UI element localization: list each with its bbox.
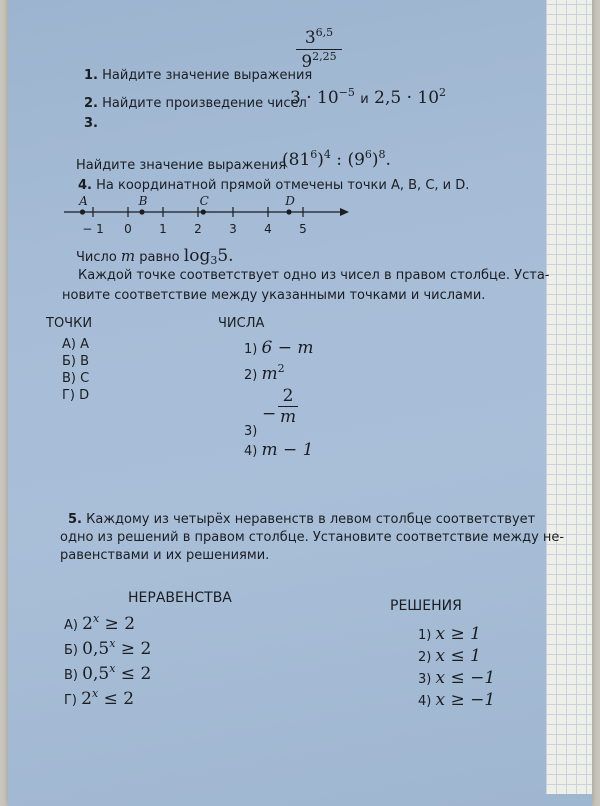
task3-text: Найдите значение выражения: [76, 158, 287, 173]
task4-m-line: [76, 246, 234, 267]
number-option-2-index: 2): [244, 368, 258, 383]
task3-expr-b-exp: 6: [364, 148, 372, 161]
task4-text: На координатной прямой отмечены точки A, B, C, и D.: [96, 178, 470, 193]
m-text-mid: равно: [139, 250, 180, 265]
task3-expression: [282, 148, 391, 170]
task1-fraction: [296, 26, 342, 72]
m-expression: [184, 246, 234, 266]
coordinate-line: [62, 194, 352, 238]
point-label-a: A: [79, 194, 88, 208]
point-option-d: Г) D: [62, 388, 90, 403]
m-log: log: [183, 246, 211, 266]
inequality-d-exp: x: [91, 687, 99, 700]
task5-text-2: одно из решений в правом столбце. Установите соответствие между не-: [60, 530, 565, 545]
task2-expression: [290, 86, 446, 108]
point-marker-d: [286, 209, 291, 214]
m-log-arg: 5.: [217, 246, 234, 266]
axis-tick-label: 1: [159, 222, 167, 236]
task3-dot: .: [385, 150, 391, 170]
number-option-2-expr: m: [261, 364, 278, 384]
inequality-b-rel: ≥ 2: [115, 639, 152, 659]
task2-line: [84, 96, 307, 112]
m-variable: m: [120, 247, 136, 265]
axis-tick-label: 5: [299, 222, 307, 236]
inequality-b: [64, 637, 151, 659]
inequality-b-exp: x: [109, 637, 116, 650]
task4-number: 4.: [78, 178, 92, 193]
inequality-a-rel: ≥ 2: [99, 614, 136, 634]
axis-tick-label: 3: [229, 222, 237, 236]
inequality-b-index: Б): [64, 643, 78, 658]
number-option-4-index: 4): [244, 444, 258, 459]
task1-numerator: 3: [304, 28, 316, 48]
inequality-c: [64, 662, 151, 684]
number-option-4-expr: m − 1: [261, 440, 314, 460]
task2-text: Найдите произведение чисел: [102, 96, 307, 111]
number-option-3-fraction: [278, 386, 298, 427]
task3-expr-b: (9: [347, 150, 365, 170]
number-option-3-index: 3): [244, 424, 258, 439]
task2-b-exp: 2: [439, 86, 447, 99]
points-column-header: ТОЧКИ: [46, 316, 93, 331]
point-option-c: В) C: [62, 371, 90, 386]
task5-line-1: [68, 512, 535, 528]
task4-line: [78, 178, 469, 194]
task5-number: 5.: [68, 512, 82, 527]
grid-paper-background: [546, 0, 592, 794]
solution-2-index: 2): [418, 650, 432, 665]
solution-4-index: 4): [418, 694, 432, 709]
inequality-c-rel: ≤ 2: [115, 664, 152, 684]
task2-a-base: 3 · 10: [290, 88, 339, 108]
number-option-1: [244, 338, 313, 358]
solution-1-expr: x ≥ 1: [435, 624, 481, 644]
inequality-c-index: В): [64, 668, 78, 683]
task3-number-line: [84, 116, 98, 132]
inequality-d-rel: ≤ 2: [98, 689, 135, 709]
point-label-b: B: [138, 194, 148, 208]
task3-expr-a: (81: [282, 150, 311, 170]
task1-text: Найдите значение выражения: [102, 68, 313, 83]
inequalities-column-header: НЕРАВЕНСТВА: [128, 590, 232, 606]
axis-tick-label: − 1: [82, 222, 104, 236]
task1-number: 1.: [84, 68, 98, 83]
task2-and: и: [360, 92, 369, 107]
number-option-3-minus: −: [262, 404, 277, 424]
point-marker-b: [139, 209, 144, 214]
task1-numerator-exp: 6,5: [315, 26, 334, 39]
inequality-a: [64, 612, 135, 634]
axis-tick-label: 0: [124, 222, 132, 236]
inequality-a-exp: x: [92, 612, 100, 625]
inequality-c-exp: x: [109, 662, 116, 675]
solution-2-expr: x ≤ 1: [435, 646, 481, 666]
point-label-d: D: [285, 194, 295, 208]
solution-4-expr: x ≥ −1: [435, 690, 496, 710]
task3-colon: :: [330, 150, 348, 170]
point-marker-c: [201, 209, 206, 214]
task3-expr-a-close: ): [317, 150, 324, 170]
task3-expr-a-outer-exp: 4: [323, 148, 331, 161]
task2-a-exp: −5: [338, 86, 355, 99]
solution-4: [418, 690, 495, 710]
inequality-d-base: 2: [81, 689, 92, 709]
solutions-column-header: РЕШЕНИЯ: [390, 598, 462, 614]
inequality-b-base: 0,5: [82, 639, 110, 659]
solution-1-index: 1): [418, 628, 432, 643]
task4-instruction-1: Каждой точке соответствует одно из чисел в правом столбце. Уста-: [78, 268, 550, 283]
point-option-a: А) A: [62, 337, 89, 352]
task3-expr-a-exp: 6: [310, 148, 318, 161]
task1-line: [84, 68, 312, 84]
numbers-column-header: ЧИСЛА: [218, 316, 265, 331]
axis-tick-label: 4: [264, 222, 272, 236]
number-option-2: [244, 362, 285, 384]
task3-number: 3.: [84, 116, 98, 131]
solution-3: [418, 668, 495, 688]
number-option-3-numerator: 2: [278, 386, 298, 407]
task5-text-1: Каждому из четырёх неравенств в левом столбце соответствует: [86, 512, 536, 527]
task1-denominator-exp: 2,25: [312, 50, 337, 63]
inequality-d: [64, 687, 134, 709]
number-option-3-denominator: m: [279, 407, 297, 427]
point-marker-a: [80, 209, 85, 214]
solution-1: [418, 624, 481, 644]
number-option-1-expr: 6 − m: [261, 338, 314, 358]
m-text-prefix: Число: [76, 250, 117, 265]
solution-3-expr: x ≤ −1: [435, 668, 496, 688]
task2-number: 2.: [84, 96, 98, 111]
solution-2: [418, 646, 481, 666]
task3-expr-b-close: ): [371, 150, 379, 170]
task1-denominator: 9: [301, 52, 313, 72]
inequality-d-index: Г): [64, 693, 77, 708]
task3-expr-b-outer-exp: 8: [378, 148, 386, 161]
number-option-4: [244, 440, 313, 460]
task5-text-3: равенствами и их решениями.: [60, 548, 270, 563]
number-option-2-exp: 2: [277, 362, 285, 375]
inequality-a-index: А): [64, 618, 78, 633]
inequality-c-base: 0,5: [82, 664, 110, 684]
task2-b-base: 2,5 · 10: [374, 88, 440, 108]
point-option-b: Б) B: [62, 354, 90, 369]
axis-arrow: [340, 208, 349, 216]
axis-tick-label: 2: [194, 222, 202, 236]
number-option-1-index: 1): [244, 342, 258, 357]
task4-instruction-2: новите соответствие между указанными точками и числами.: [62, 288, 486, 303]
solution-3-index: 3): [418, 672, 432, 687]
inequality-a-base: 2: [82, 614, 93, 634]
point-label-c: C: [199, 194, 209, 208]
m-log-base: 3: [210, 254, 218, 267]
